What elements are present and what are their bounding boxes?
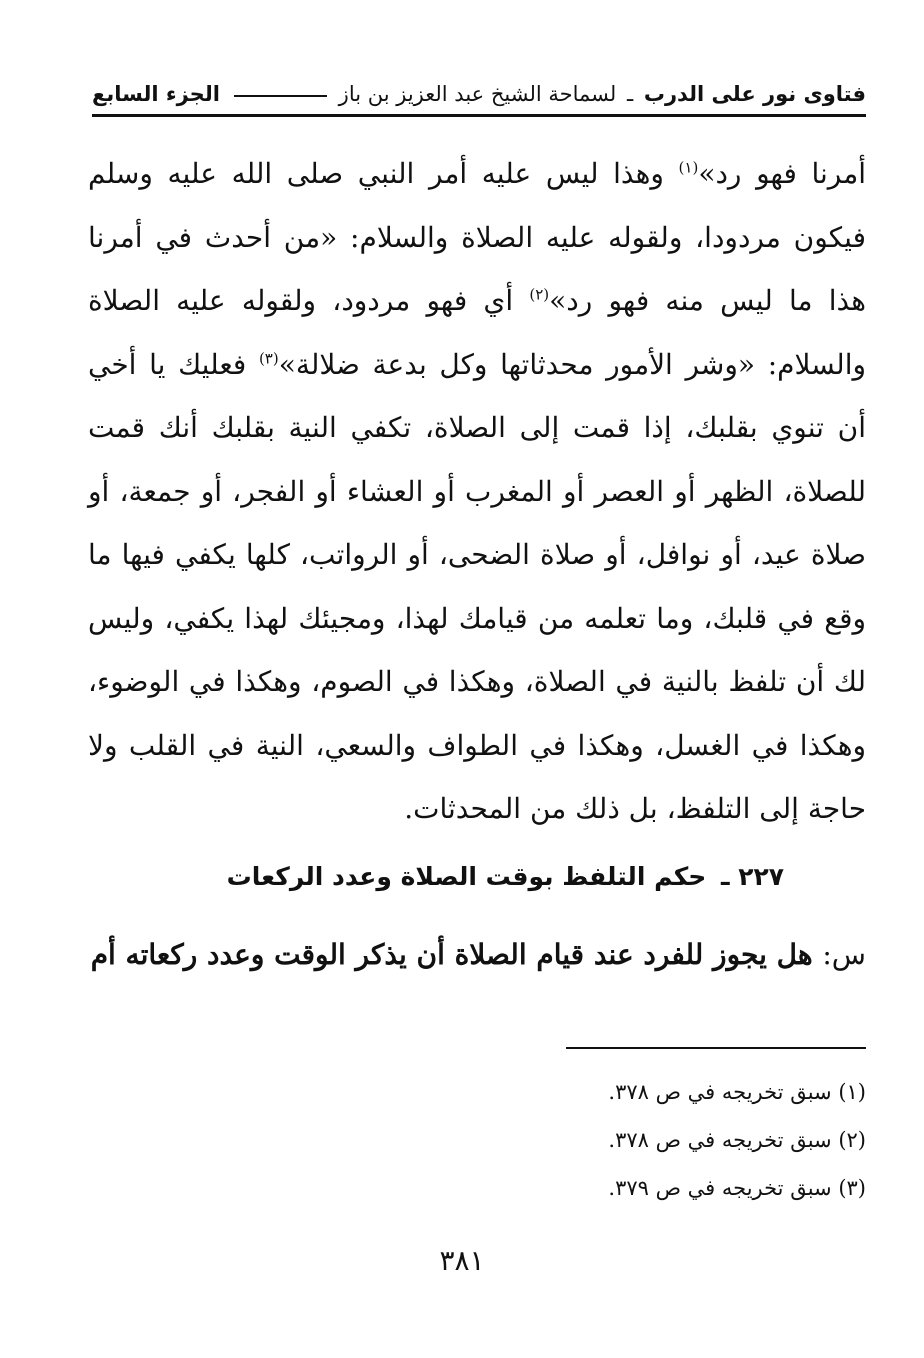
section-heading <box>88 862 784 891</box>
header-left-group <box>339 82 866 106</box>
running-header <box>92 74 866 117</box>
header-separator: ـ <box>627 82 634 106</box>
footnote-separator <box>566 1047 866 1049</box>
text-run-1: أمرنا فهو رد» <box>698 157 866 190</box>
volume-title: الجزء السابع <box>92 82 220 106</box>
page-number: ٣٨١ <box>439 1244 485 1277</box>
text-run-2: وهذا ليس عليه أمر النبي صلى الله عليه وسلم فيكون مردودا، ولقوله عليه الصلاة والسلام: «من أحدث في أمرنا هذا ما ليس منه فهو رد» <box>88 157 866 317</box>
footnote-1: (١) سبق تخريجه في ص ٣٧٨. <box>608 1080 866 1104</box>
question <box>88 938 866 971</box>
body-text <box>88 142 866 841</box>
section-number: ٢٢٧ ـ <box>720 862 784 891</box>
footnote-2: (٢) سبق تخريجه في ص ٣٧٨. <box>608 1128 866 1152</box>
header-dash-rule <box>234 95 327 97</box>
footnote-3: (٣) سبق تخريجه في ص ٣٧٩. <box>608 1176 866 1200</box>
body-paragraph <box>88 142 866 841</box>
question-label: س: <box>822 938 866 971</box>
footnote-ref-1: (١) <box>678 158 699 177</box>
text-run-3: أي فهو مردود، ولقوله عليه الصلاة والسلام: «وشر الأمور محدثاتها وكل بدعة ضلالة» <box>88 284 866 381</box>
series-title: فتاوى نور على الدرب <box>643 82 866 106</box>
footnote-ref-3: (٣) <box>258 349 279 368</box>
author-name: لسماحة الشيخ عبد العزيز بن باز <box>338 82 617 106</box>
footnote-ref-2: (٢) <box>529 285 550 304</box>
question-text: هل يجوز للفرد عند قيام الصلاة أن يذكر الوقت وعدد ركعاته أم <box>90 938 813 971</box>
footnotes <box>88 1068 866 1212</box>
text-run-4: فعليك يا أخي أن تنوي بقلبك، إذا قمت إلى الصلاة، تكفي النية بقلبك أنك قمت للصلاة، الظهر أو العصر أو المغرب أو العشاء أو الفجر، أو جمعة، أو صلاة عيد، أو نوافل، أو صلاة الضحى، أو الرواتب، كلها يكفي فيها ما وقع في قلبك، وما تعلمه من قيامك لهذا، ومجيئك لهذا يكفي، وليس لك أن تلفظ بالنية في الصلاة، وهكذا في الصوم، وهكذا في الوضوء، وهكذا في الغسل، وهكذا في الطواف والسعي، النية في القلب ولا حاجة إلى التلفظ، بل ذلك من المحدثات. <box>88 347 866 825</box>
section-title: حكم التلفظ بوقت الصلاة وعدد الركعات <box>226 862 707 891</box>
